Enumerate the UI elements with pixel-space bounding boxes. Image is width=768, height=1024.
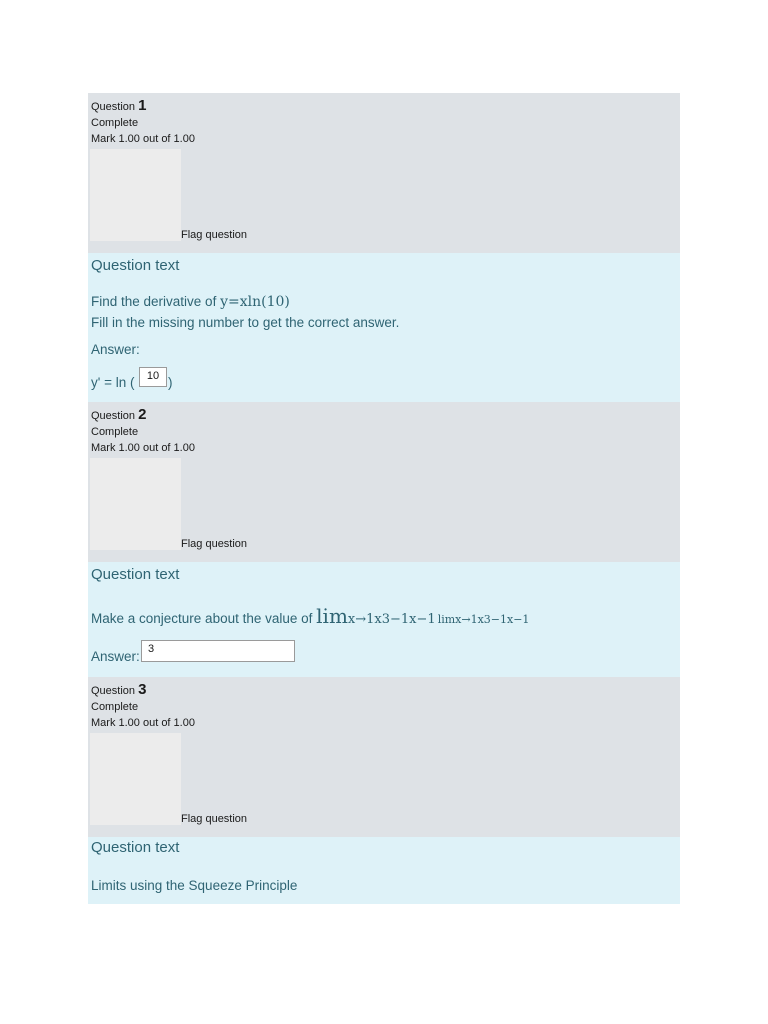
question-state: Complete: [91, 117, 139, 129]
question-text-heading: Question text: [91, 257, 180, 274]
flag-icon[interactable]: [90, 458, 181, 550]
question-2-info: [88, 402, 680, 562]
question-1-info: [88, 93, 680, 253]
question-label: Question: [91, 410, 136, 422]
answer-expression-suffix: ): [168, 375, 173, 390]
question-1-content: [88, 253, 680, 402]
answer-input[interactable]: 10: [139, 367, 167, 387]
question-label: Question: [91, 101, 136, 113]
answer-input[interactable]: 3: [141, 640, 295, 662]
question-state: Complete: [91, 701, 139, 713]
question-state: Complete: [91, 426, 139, 438]
prompt-math: y=xln(10): [220, 294, 290, 310]
prompt-math: x→1x3−1x−1: [347, 612, 436, 627]
question-number-value: 3: [138, 681, 147, 698]
question-grade: Mark 1.00 out of 1.00: [91, 717, 195, 729]
question-label: Question: [91, 685, 136, 697]
flag-question-link[interactable]: Flag question: [181, 813, 248, 825]
flag-question-link[interactable]: Flag question: [181, 538, 248, 550]
question-3-content: [88, 837, 680, 904]
question-number: [91, 406, 146, 423]
flag-icon[interactable]: [90, 149, 181, 241]
question-number-value: 2: [138, 406, 147, 423]
question-2-content: [88, 562, 680, 677]
question-text-heading: Question text: [91, 839, 180, 856]
question-prompt: Limits using the Squeeze Principle: [91, 878, 298, 893]
quiz-review: [88, 93, 680, 904]
prompt-math-inline: limx→1x3−1x−1: [437, 613, 530, 626]
prompt-text: Make a conjecture about the value of: [91, 611, 317, 626]
question-prompt: [91, 294, 290, 310]
limit-symbol: lim: [316, 604, 348, 628]
question-grade: Mark 1.00 out of 1.00: [91, 133, 195, 145]
question-prompt: [91, 604, 529, 628]
question-instruction: Fill in the missing number to get the correct answer.: [91, 315, 400, 330]
question-text-heading: Question text: [91, 566, 180, 583]
flag-icon[interactable]: [90, 733, 181, 825]
answer-label: Answer:: [91, 649, 140, 664]
question-3-info: [88, 677, 680, 837]
prompt-text: Find the derivative of: [91, 294, 221, 309]
flag-question-link[interactable]: Flag question: [181, 229, 248, 241]
question-grade: Mark 1.00 out of 1.00: [91, 442, 195, 454]
question-number-value: 1: [138, 97, 147, 114]
answer-expression-prefix: y' = ln (: [91, 375, 135, 390]
answer-label: Answer:: [91, 342, 140, 357]
question-number: [91, 97, 146, 114]
question-number: [91, 681, 146, 698]
